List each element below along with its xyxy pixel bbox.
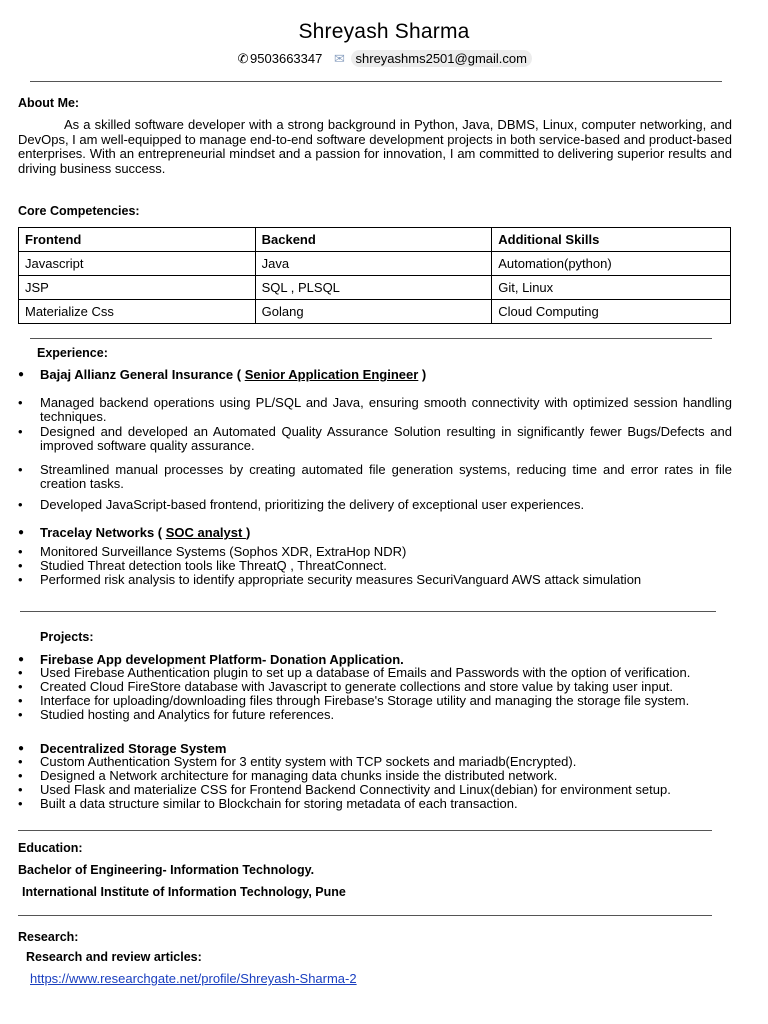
table-row: [19, 276, 731, 300]
bullet: •: [18, 497, 23, 512]
divider: [20, 611, 716, 612]
list-item-text: Used Flask and materialize CSS for Frontend Backend Connectivity and Linux(debian) for environment setup.: [40, 782, 671, 797]
bullet: •: [18, 796, 23, 811]
research-subheading: Research and review articles:: [26, 950, 202, 964]
institute: International Institute of Information Technology, Pune: [22, 885, 346, 899]
experience-heading: Experience:: [37, 346, 108, 360]
bullet: •: [18, 693, 23, 708]
table-cell: Materialize Css: [19, 300, 256, 324]
bullet: ●: [18, 527, 25, 538]
table-cell: Cloud Computing: [492, 300, 731, 324]
job-role: SOC analyst: [165, 525, 246, 540]
divider: [18, 915, 712, 916]
bullet: •: [18, 665, 23, 680]
researchgate-link[interactable]: https://www.researchgate.net/profile/Shreyash-Sharma-2: [30, 971, 357, 986]
competencies-heading: Core Competencies:: [18, 204, 140, 218]
list-item-text: Studied hosting and Analytics for future references.: [40, 707, 335, 722]
list-item-text: Monitored Surveillance Systems (Sophos XDR, ExtraHop NDR): [40, 544, 407, 559]
skills-table: [18, 227, 731, 324]
degree: Bachelor of Engineering- Information Technology.: [18, 863, 315, 877]
table-cell: SQL , PLSQL: [255, 276, 492, 300]
list-item-text: Performed risk analysis to identify appropriate security measures SecuriVanguard AWS attack simulation: [40, 572, 642, 587]
mail-icon: ✉: [333, 51, 345, 66]
table-cell: JSP: [19, 276, 256, 300]
divider: [30, 81, 722, 82]
bullet: •: [18, 395, 23, 410]
table-cell: Git, Linux: [492, 276, 731, 300]
bullet: •: [18, 782, 23, 797]
company-name: Bajaj Allianz General Insurance (: [40, 367, 245, 382]
bullet: •: [18, 707, 23, 722]
projects-heading: Projects:: [40, 630, 94, 644]
divider: [18, 830, 712, 831]
table-cell: Golang: [255, 300, 492, 324]
bullet: •: [18, 544, 23, 559]
project-title: Firebase App development Platform- Donation Application.: [40, 652, 404, 667]
job-title: [40, 368, 732, 382]
list-item-text: Created Cloud FireStore database with Javascript to generate collections and store value by taking user input.: [40, 679, 674, 694]
list-item-text: Managed backend operations using PL/SQL and Java, ensuring smooth connectivity with optimized session handling techniques.: [40, 395, 732, 424]
email-address[interactable]: shreyashms2501@gmail.com: [351, 50, 532, 67]
phone-icon: ✆: [237, 51, 249, 66]
project-title: Decentralized Storage System: [40, 741, 227, 756]
education-heading: Education:: [18, 841, 83, 855]
list-item-text: Interface for uploading/downloading files through Firebase's Storage utility and managing the storage file system.: [40, 693, 690, 708]
bullet: ●: [18, 743, 25, 754]
list-item-text: Designed a Network architecture for managing data chunks inside the distributed network.: [40, 768, 558, 783]
bullet: •: [18, 768, 23, 783]
bullet: •: [18, 558, 23, 573]
phone-number: 9503663347: [250, 51, 323, 66]
list-item-text: Studied Threat detection tools like ThreatQ , ThreatConnect.: [40, 558, 387, 573]
list-item-text: Used Firebase Authentication plugin to set up a database of Emails and Passwords with the option of verification.: [40, 665, 691, 680]
list-item-text: Custom Authentication System for 3 entity system with TCP sockets and mariadb(Encrypted).: [40, 754, 577, 769]
bullet: •: [18, 754, 23, 769]
job-title: [40, 526, 732, 540]
table-cell: Javascript: [19, 252, 256, 276]
contact-line: [0, 51, 768, 67]
table-header-cell: Frontend: [19, 228, 256, 252]
paren: ): [418, 367, 427, 382]
divider: [30, 338, 712, 339]
bullet: •: [18, 572, 23, 587]
company-name: Tracelay Networks (: [40, 525, 166, 540]
candidate-name: Shreyash Sharma: [298, 20, 470, 43]
list-item-text: Designed and developed an Automated Quality Assurance Solution resulting in significantly fewer Bugs/Defects and improved software quality assurance.: [40, 424, 732, 453]
about-text: As a skilled software developer with a strong background in Python, Java, DBMS, Linux, computer networking, and DevOps, I am well-equipped to manage end-to-end software development projects in both service-based and product-based enterprises. With an entrepreneurial mindset and a passion for innovation, I am committed to delivering superior results and driving business success.: [18, 117, 732, 176]
table-row: [19, 300, 731, 324]
table-header-cell: Additional Skills: [492, 228, 731, 252]
table-header-cell: Backend: [255, 228, 492, 252]
bullet: •: [18, 679, 23, 694]
paren: ): [245, 525, 251, 540]
bullet: •: [18, 462, 23, 477]
bullet: •: [18, 424, 23, 439]
bullet: ●: [18, 369, 25, 380]
list-item-text: Developed JavaScript-based frontend, prioritizing the delivery of exceptional user experiences.: [40, 497, 585, 512]
table-cell: Automation(python): [492, 252, 731, 276]
table-header-row: [19, 228, 731, 252]
table-row: [19, 252, 731, 276]
list-item-text: Streamlined manual processes by creating automated file generation systems, reducing time and error rates in file creation tasks.: [40, 462, 732, 491]
table-cell: Java: [255, 252, 492, 276]
research-heading: Research:: [18, 930, 79, 944]
bullet: ●: [18, 654, 25, 665]
list-item-text: Built a data structure similar to Blockchain for storing metadata of each transaction.: [40, 796, 518, 811]
about-heading: About Me:: [18, 96, 80, 110]
job-role: Senior Application Engineer: [244, 367, 419, 382]
